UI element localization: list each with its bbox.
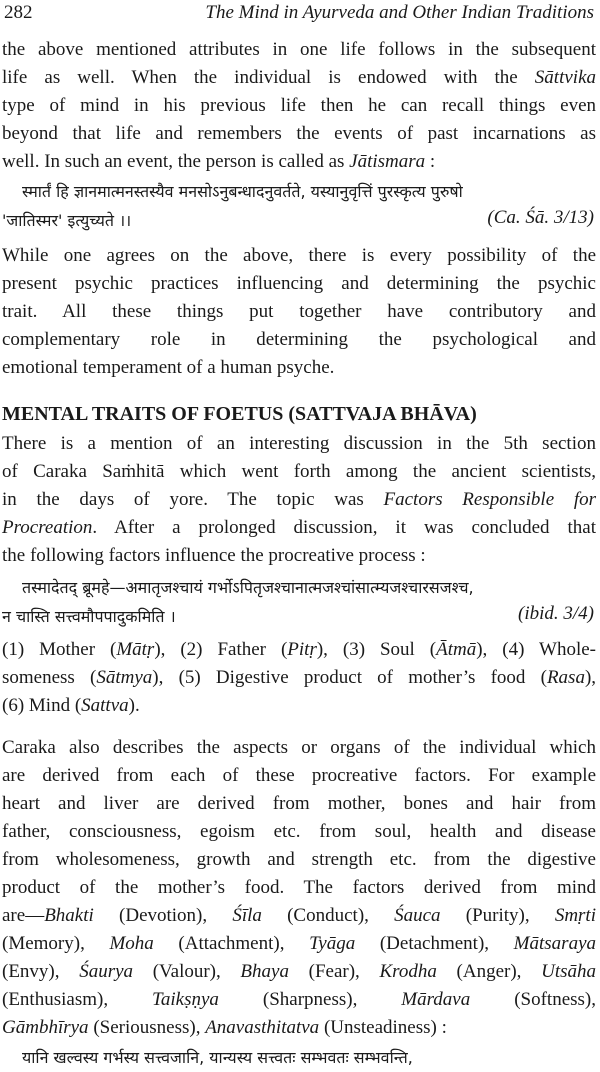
para4-line3: heart and liver are derived from mother, bones and hair from (2, 793, 596, 814)
para1-line5: well. In such an event, the person is called as Jātismara : (2, 151, 436, 172)
verse2-reference: (ibid. 3/4) (518, 603, 594, 624)
para4-line9: (Envy), Śaurya (Valour), Bhaya (Fear), Krodha (Anger), Utsāha (2, 961, 596, 982)
para4-line2: are derived from each of these procreative factors. For example (2, 765, 596, 786)
para2-line4: complementary role in determining the psychological and (2, 329, 596, 350)
para4-line10: (Enthusiasm), Taikṣṇya (Sharpness), Mārdava (Softness), (2, 989, 596, 1010)
verse3-line1: यानि खल्वस्य गर्भस्य सत्त्वजानि, यान्यस्य सत्त्वतः सम्भवतः सम्भवन्ति, (22, 1048, 413, 1067)
para2-line2: present psychic practices influencing and determining the psychic (2, 273, 596, 294)
term-sattvika: Sāttvika (534, 67, 596, 88)
verse1-reference: (Ca. Śā. 3/13) (487, 207, 594, 228)
factors-line1: (1) Mother (Mātṛ), (2) Father (Pitṛ), (3) Soul (Ātmā), (4) Whole- (2, 639, 596, 660)
para1-line1: the above mentioned attributes in one life follows in the subsequent (2, 39, 596, 60)
verse1-line1: स्मार्तं हि ज्ञानमात्मनस्तस्यैव मनसोऽनुबन्धादनुवर्तते, यस्यानुवृत्तिं पुरस्कृत्य पुरुषो (22, 182, 463, 201)
factors-line3: (6) Mind (Sattva). (2, 695, 140, 716)
verse2-line2: न चास्ति सत्त्वमौपपादुकमिति । (2, 607, 176, 626)
para4-line11: Gāmbhīrya (Seriousness), Anavasthitatva (Unsteadiness) : (2, 1017, 447, 1038)
para3-line1: There is a mention of an interesting discussion in the 5th section (2, 433, 596, 454)
running-title: The Mind in Ayurveda and Other Indian Traditions (205, 2, 594, 23)
para4-line6: product of the mother’s food. The factors derived from mind (2, 877, 596, 898)
verse2-line1: तस्मादेतद् ब्रूमहे—अमातृजश्चायं गर्भोऽपितृजश्चानात्मजश्चांसात्म्यजश्चारसजश्च, (22, 578, 474, 597)
para2-line3: trait. All these things put together have contributory and (2, 301, 596, 322)
para3-line4: Procreation. After a prolonged discussion, it was concluded that (2, 517, 596, 538)
verse1-line2: 'जातिस्मर' इत्युच्यते ।। (2, 211, 132, 230)
para1-line3: type of mind in his previous life then he can recall things even (2, 95, 596, 116)
section-heading: MENTAL TRAITS OF FOETUS (SATTVAJA BHĀVA) (2, 403, 477, 425)
para1-line2: life as well. When the individual is endowed with the Sāttvika (2, 67, 596, 88)
factors-line2: someness (Sātmya), (5) Digestive product of mother’s food (Rasa), (2, 667, 597, 688)
para4-line7: are—Bhakti (Devotion), Śīla (Conduct), Śauca (Purity), Smṛti (2, 905, 596, 926)
para4-line8: (Memory), Moha (Attachment), Tyāga (Detachment), Mātsaraya (2, 933, 596, 954)
para3-line5: the following factors influence the procreative process : (2, 545, 426, 566)
para3-line2: of Caraka Saṁhitā which went forth among the ancient scientists, (2, 461, 596, 482)
para2-line5: emotional temperament of a human psyche. (2, 357, 335, 378)
para4-line1: Caraka also describes the aspects or organs of the individual which (2, 737, 596, 758)
para4-line5: from wholesomeness, growth and strength etc. from the digestive (2, 849, 596, 870)
para1-line4: beyond that life and remembers the events of past incarnations as (2, 123, 596, 144)
para3-line3: in the days of yore. The topic was Factors Responsible for (2, 489, 596, 510)
page-number: 282 (4, 2, 33, 23)
para4-line4: father, consciousness, egoism etc. from soul, health and disease (2, 821, 596, 842)
term-jatismara: Jātismara (349, 151, 426, 172)
running-header (4, 2, 594, 32)
para2-line1: While one agrees on the above, there is every possibility of the (2, 245, 596, 266)
